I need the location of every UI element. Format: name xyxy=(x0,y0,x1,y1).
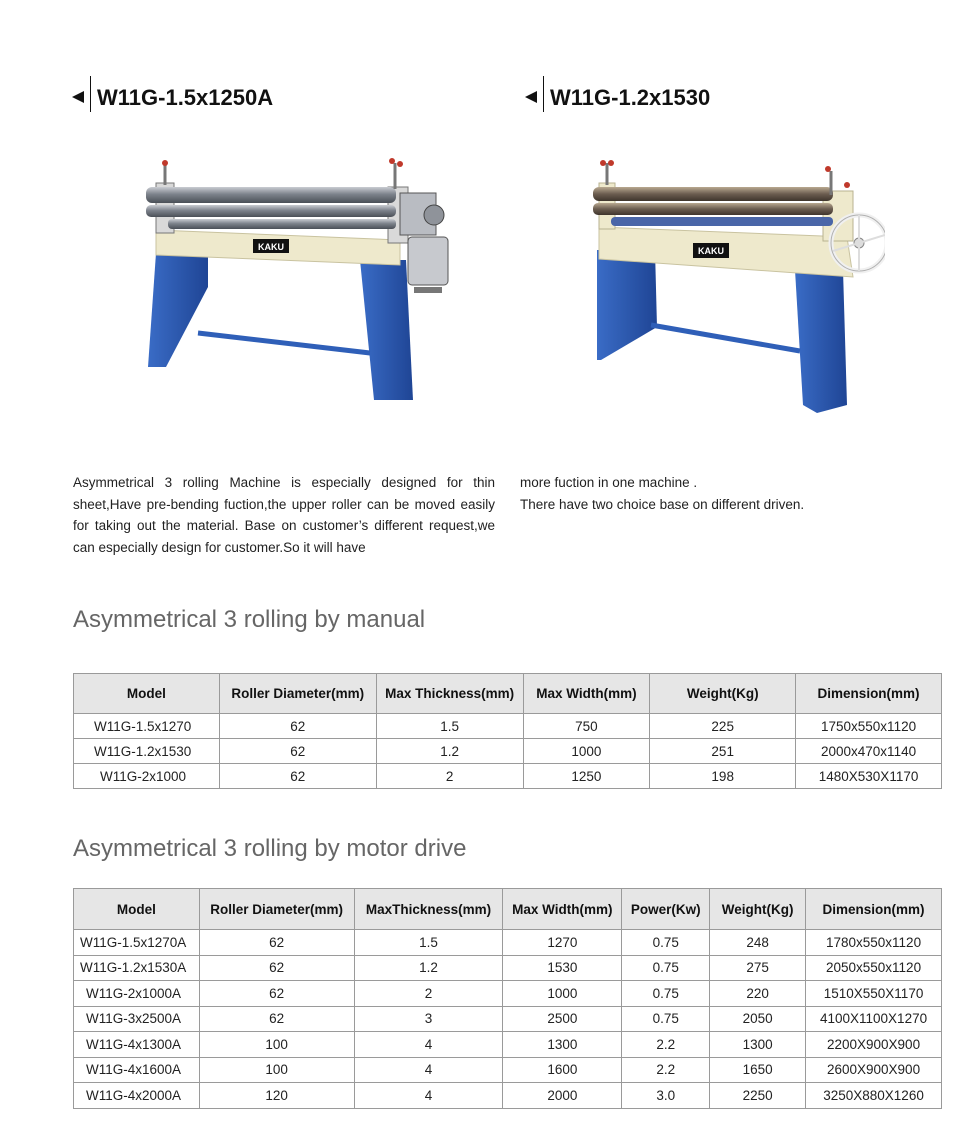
cell: 2050 xyxy=(710,1006,806,1032)
left-triangle-icon xyxy=(525,91,537,103)
table-row xyxy=(74,981,942,1007)
cell: 2 xyxy=(376,764,523,789)
cell: 62 xyxy=(219,739,376,764)
column-header: Weight(Kg) xyxy=(650,674,796,714)
column-header: Roller Diameter(mm) xyxy=(199,889,354,930)
cell: 1.2 xyxy=(354,955,503,981)
column-header: Max Width(mm) xyxy=(523,674,650,714)
cell: 62 xyxy=(219,764,376,789)
cell: 1300 xyxy=(503,1032,622,1058)
cell: 1300 xyxy=(710,1032,806,1058)
column-header: Model xyxy=(74,889,200,930)
cell: 0.75 xyxy=(622,955,710,981)
cell: 2600X900X900 xyxy=(806,1057,942,1083)
table-row xyxy=(74,930,942,956)
cell: 1.2 xyxy=(376,739,523,764)
cell: 1510X550X1170 xyxy=(806,981,942,1007)
cell: 1.5 xyxy=(354,930,503,956)
column-header: Power(Kw) xyxy=(622,889,710,930)
cell-model: W11G-4x2000A xyxy=(74,1083,200,1109)
cell: 1780x550x1120 xyxy=(806,930,942,956)
product-title: W11G-1.5x1250A xyxy=(97,85,274,110)
cell: 2500 xyxy=(503,1006,622,1032)
cell: 62 xyxy=(199,955,354,981)
product-heading-1 xyxy=(72,76,273,112)
heading-divider xyxy=(90,76,91,112)
table-row xyxy=(74,764,942,789)
column-header: Dimension(mm) xyxy=(796,674,942,714)
cell-model: W11G-2x1000 xyxy=(74,764,220,789)
column-header: MaxThickness(mm) xyxy=(354,889,503,930)
cell: 1600 xyxy=(503,1057,622,1083)
table-row xyxy=(74,714,942,739)
column-header: Max Thickness(mm) xyxy=(376,674,523,714)
cell: 2000x470x1140 xyxy=(796,739,942,764)
section-title-manual: Asymmetrical 3 rolling by manual xyxy=(73,606,426,633)
cell: 198 xyxy=(650,764,796,789)
column-header: Max Width(mm) xyxy=(503,889,622,930)
cell: 3 xyxy=(354,1006,503,1032)
section-title-motor: Asymmetrical 3 rolling by motor drive xyxy=(73,835,467,862)
cell: 2200X900X900 xyxy=(806,1032,942,1058)
description-right xyxy=(520,472,860,515)
cell: 1250 xyxy=(523,764,650,789)
motor-spec-table xyxy=(73,888,942,1109)
heading-divider xyxy=(543,76,544,112)
cell: 4 xyxy=(354,1057,503,1083)
cell: 1750x550x1120 xyxy=(796,714,942,739)
cell: 120 xyxy=(199,1083,354,1109)
cell: 62 xyxy=(199,981,354,1007)
cell-model: W11G-4x1600A xyxy=(74,1057,200,1083)
cell: 275 xyxy=(710,955,806,981)
cell: 4100X1100X1270 xyxy=(806,1006,942,1032)
cell-model: W11G-2x1000A xyxy=(74,981,200,1007)
cell: 62 xyxy=(199,930,354,956)
description-line: more fuction in one machine . xyxy=(520,475,698,490)
cell: 3.0 xyxy=(622,1083,710,1109)
table-header-row xyxy=(74,674,942,714)
cell: 62 xyxy=(219,714,376,739)
cell: 0.75 xyxy=(622,981,710,1007)
cell: 0.75 xyxy=(622,930,710,956)
nameplate-label: KAKU xyxy=(698,246,724,256)
cell: 2000 xyxy=(503,1083,622,1109)
nameplate-label: KAKU xyxy=(258,242,284,252)
machine-image-motor xyxy=(138,155,458,410)
cell: 100 xyxy=(199,1032,354,1058)
cell-model: W11G-1.5x1270A xyxy=(74,930,200,956)
cell: 4 xyxy=(354,1083,503,1109)
description-text: Asymmetrical 3 rolling Machine is especially designed for thin sheet,Have pre-bending fuction,the upper roller can be moved easily for taking out the material. Base on customer’s different request,we can especially design for customer.So it will have xyxy=(73,475,495,555)
column-header: Roller Diameter(mm) xyxy=(219,674,376,714)
cell: 1650 xyxy=(710,1057,806,1083)
description-line: There have two choice base on different driven. xyxy=(520,496,805,512)
cell-model: W11G-1.2x1530A xyxy=(74,955,200,981)
table-row xyxy=(74,1083,942,1109)
table-row xyxy=(74,1006,942,1032)
cell-model: W11G-1.5x1270 xyxy=(74,714,220,739)
cell: 2250 xyxy=(710,1083,806,1109)
cell: 1.5 xyxy=(376,714,523,739)
product-title: W11G-1.2x1530 xyxy=(550,85,711,110)
table-row xyxy=(74,739,942,764)
cell: 62 xyxy=(199,1006,354,1032)
cell: 248 xyxy=(710,930,806,956)
cell: 750 xyxy=(523,714,650,739)
cell: 4 xyxy=(354,1032,503,1058)
table-header-row xyxy=(74,889,942,930)
cell: 1000 xyxy=(523,739,650,764)
description-left xyxy=(73,472,495,558)
product-heading-2 xyxy=(525,76,710,112)
cell: 100 xyxy=(199,1057,354,1083)
cell-model: W11G-1.2x1530 xyxy=(74,739,220,764)
cell-model: W11G-3x2500A xyxy=(74,1006,200,1032)
cell: 0.75 xyxy=(622,1006,710,1032)
manual-spec-table xyxy=(73,673,942,789)
cell: 2.2 xyxy=(622,1057,710,1083)
cell: 225 xyxy=(650,714,796,739)
cell: 1270 xyxy=(503,930,622,956)
cell: 220 xyxy=(710,981,806,1007)
table-row xyxy=(74,955,942,981)
cell-model: W11G-4x1300A xyxy=(74,1032,200,1058)
cell: 3250X880X1260 xyxy=(806,1083,942,1109)
column-header: Model xyxy=(74,674,220,714)
table-row xyxy=(74,1032,942,1058)
cell: 251 xyxy=(650,739,796,764)
left-triangle-icon xyxy=(72,91,84,103)
column-header: Weight(Kg) xyxy=(710,889,806,930)
cell: 1000 xyxy=(503,981,622,1007)
cell: 2 xyxy=(354,981,503,1007)
machine-image-handwheel xyxy=(585,155,885,415)
table-row xyxy=(74,1057,942,1083)
cell: 1530 xyxy=(503,955,622,981)
cell: 2050x550x1120 xyxy=(806,955,942,981)
column-header: Dimension(mm) xyxy=(806,889,942,930)
cell: 1480X530X1170 xyxy=(796,764,942,789)
cell: 2.2 xyxy=(622,1032,710,1058)
